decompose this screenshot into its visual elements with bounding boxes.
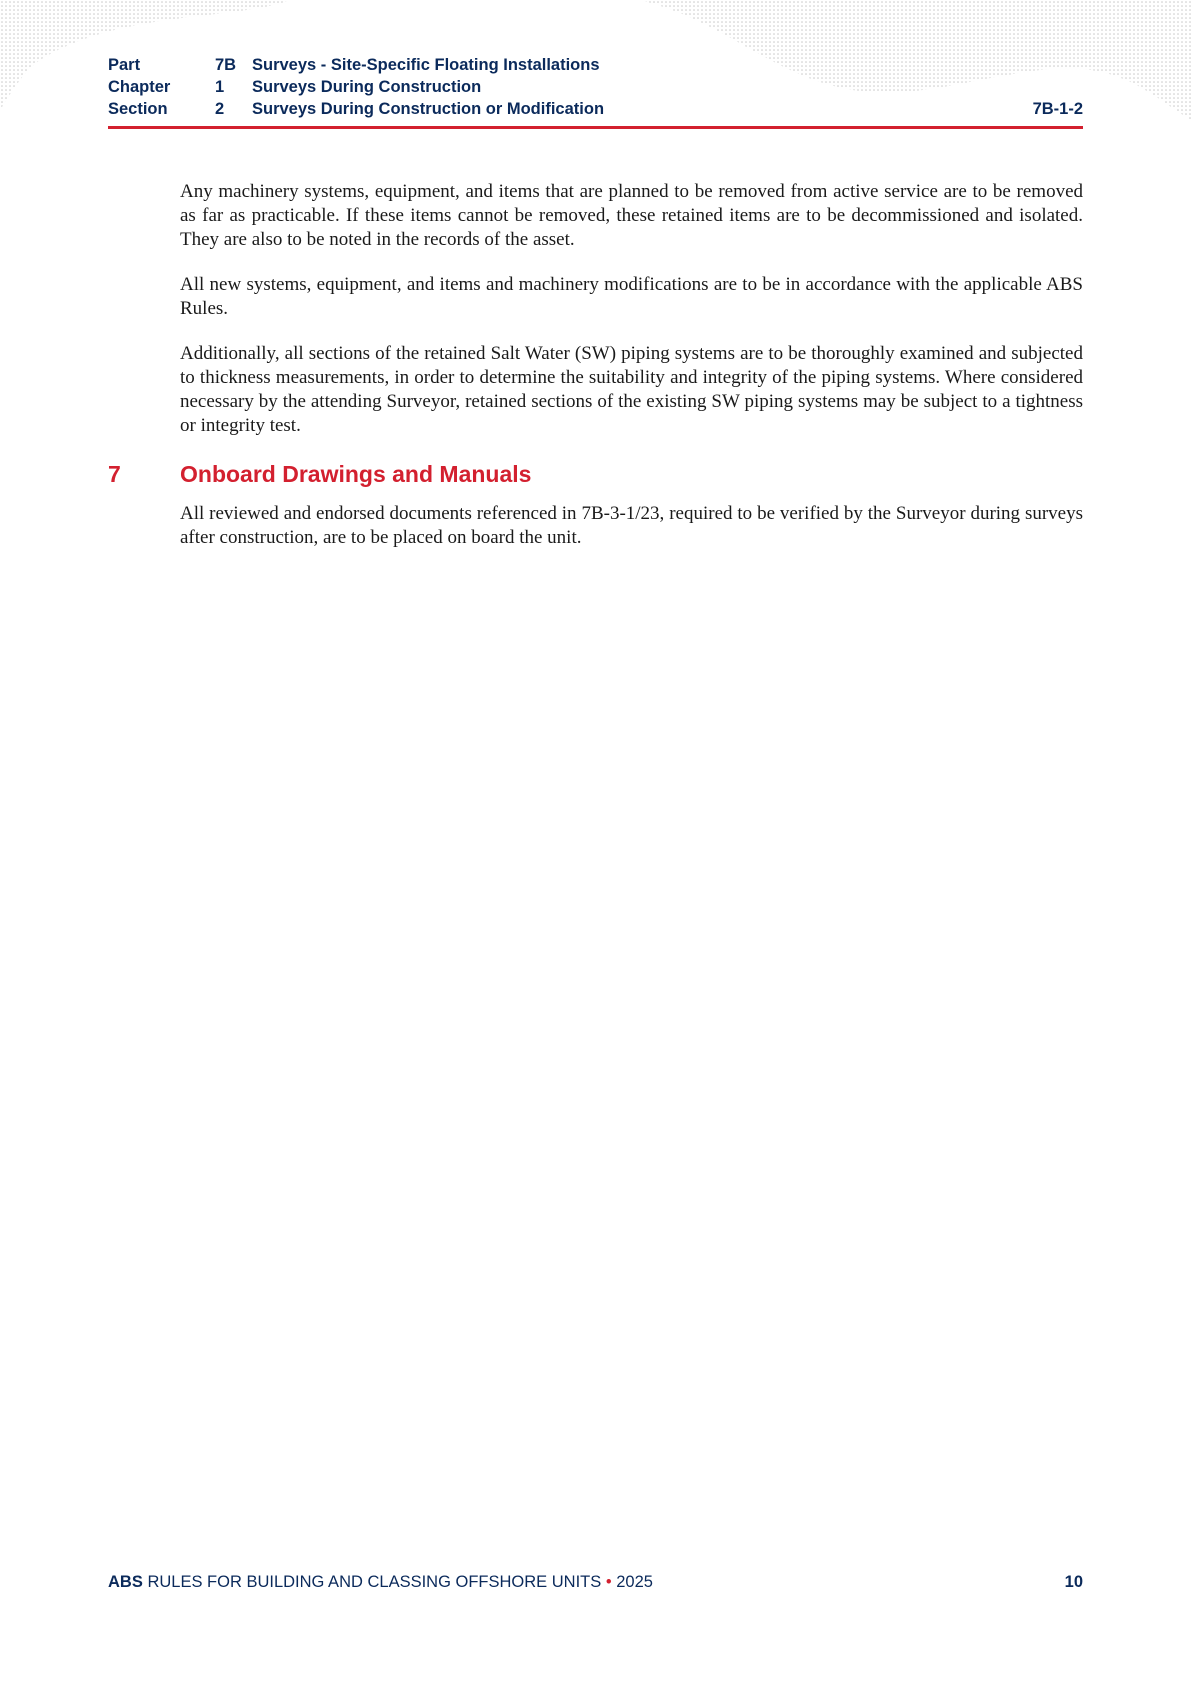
body-text	[180, 180, 1083, 459]
paragraph: Additionally, all sections of the retained Salt Water (SW) piping systems are to be thoroughly examined and subjected to thickness measurements, in order to determine the suitability and integrity of the piping systems. Where considered necessary by the attending Surveyor, retained sections of the existing SW piping systems may be subject to a tightness or integrity test.	[180, 343, 1083, 436]
header-label: Section	[108, 100, 168, 118]
section-number: 7	[108, 461, 121, 487]
header-label: Chapter	[108, 78, 171, 96]
header-number: 7B	[215, 56, 237, 74]
section-body	[180, 502, 1083, 550]
header-title: Surveys During Construction	[252, 78, 482, 96]
header-number: 1	[215, 78, 225, 96]
footer-year: 2025	[616, 1573, 653, 1591]
header-divider	[108, 126, 1083, 129]
footer-brand: ABS	[108, 1573, 143, 1591]
page-footer	[108, 1571, 1083, 1593]
paragraph: All reviewed and endorsed documents referenced in 7B-3-1/23, required to be verified by the Surveyor during surveys after construction, are to be placed on board the unit.	[180, 503, 1083, 548]
header-chapter-row	[108, 76, 1083, 98]
header-number: 2	[215, 100, 225, 118]
footer-separator: •	[605, 1573, 612, 1591]
running-header	[108, 54, 1083, 120]
header-label: Part	[108, 56, 141, 74]
header-title: Surveys During Construction or Modification	[252, 100, 605, 118]
paragraph: Any machinery systems, equipment, and items that are planned to be removed from active service are to be removed as far as practicable. If these items cannot be removed, these retained items are to be decommissioned and isolated. They are also to be noted in the records of the asset.	[180, 181, 1083, 250]
header-part-row	[108, 54, 1083, 76]
header-title: Surveys - Site-Specific Floating Installations	[252, 56, 600, 74]
header-section-code: 7B-1-2	[1032, 100, 1083, 118]
header-section-row	[108, 98, 1083, 120]
paragraph: All new systems, equipment, and items and machinery modifications are to be in accordance with the applicable ABS Rules.	[180, 274, 1083, 319]
footer-title: RULES FOR BUILDING AND CLASSING OFFSHORE UNITS	[147, 1573, 602, 1591]
section-title: Onboard Drawings and Manuals	[180, 461, 532, 487]
page-number: 10	[1064, 1573, 1083, 1591]
